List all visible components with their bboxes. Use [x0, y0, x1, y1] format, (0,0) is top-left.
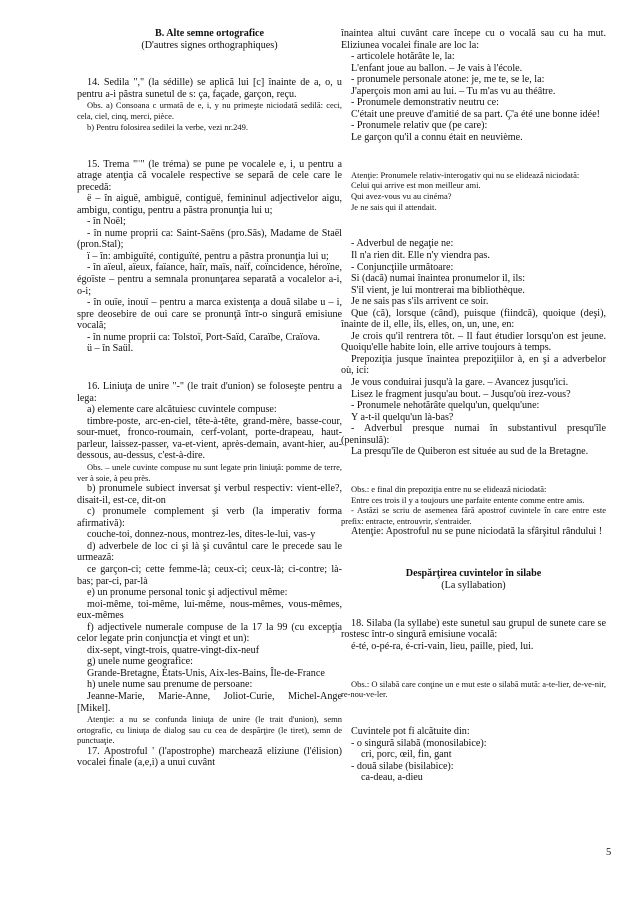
spacer	[77, 142, 342, 148]
paragraph: couche-toi, donnez-nous, montrez-les, dites-le-lui, vas-y	[87, 529, 316, 541]
paragraph: ü – în Saül.	[87, 343, 134, 355]
paragraph: - în Noël;	[87, 216, 126, 228]
paragraph: cri, porc, œil, fin, gant	[361, 749, 452, 761]
paragraph: - Pronumele relativ que (pe care):	[351, 120, 488, 132]
paragraph: - articolele hotărâte le, la:	[351, 51, 455, 63]
section-heading: Despărţirea cuvintelor în silabe	[405, 568, 542, 580]
right-column	[341, 28, 606, 784]
spacer	[341, 468, 606, 474]
paragraph: é-té, o-pé-ra, é-cri-vain, lieu, paille, pied, lui.	[351, 640, 534, 652]
spacer	[77, 365, 342, 371]
paragraph: 17. Apostroful ' (l'apostrophe) marchează eliziune (l'élision) vocalei finale (a,e,i) a unui cuvânt	[77, 745, 342, 769]
paragraph: Je ne sais pas s'ils arrivent ce soir.	[351, 296, 489, 308]
paragraph: Le garçon qu'il a connu était en neuvième.	[351, 131, 523, 143]
note: Obs.: e final din prepoziţia entre nu se elidează niciodată:	[351, 484, 547, 495]
paragraph: a) elemente care alcătuiesc cuvintele compuse:	[87, 404, 277, 416]
paragraph: ce garçon-ci; cette femme-là; ceux-ci; ceux-là; ci-contre; là-bas; par-ci, par-là	[77, 563, 342, 587]
page-number: 5	[606, 847, 612, 858]
paragraph: La presqu'île de Quiberon est située au sud de la Bretagne.	[351, 446, 589, 458]
note: Celui qui arrive est mon meilleur ami.	[351, 180, 481, 191]
note: Qui avez-vous vu au cinéma?	[351, 190, 452, 201]
left-column	[77, 28, 342, 769]
paragraph: - o singură silabă (monosilabice):	[351, 737, 487, 749]
paragraph: J'aperçois mon ami au lui. – Tu m'as vu au théâtre.	[351, 85, 556, 97]
paragraph: ca-deau, a-dieu	[361, 772, 423, 784]
paragraph: Jeanne-Marie, Marie-Anne, Joliot-Curie, Michel-Ange [Mikel].	[77, 690, 342, 714]
paragraph: Atenţie: Apostroful nu se pune niciodată la sfârşitul rândului !	[351, 526, 603, 538]
paragraph: 14. Sedila "," (la sédille) se aplică lui [c] înainte de a, o, u pentru a-i păstra sunetul de s: ça, façade, garçon, reçu.	[77, 77, 342, 100]
note: - Astăzi se scriu de asemenea fără apostrof cuvintele în care entre este prefix: entracte, entrouvrir, s'entraider.	[341, 505, 606, 526]
paragraph: 15. Trema "¨" (le tréma) se pune pe vocalele e, i, u pentru a atrage atenţia că vocalele respective se separă de cele care le precedă:	[77, 158, 342, 193]
paragraph: Que (că), lorsque (când), puisque (fiindcă), quoique (deşi), înainte de il, elle, ils, elles, on, un, une, en:	[341, 307, 606, 331]
spacer	[341, 662, 606, 668]
paragraph: d) adverbele de loc ci şi là şi cuvântul care le precede sau le urmează:	[77, 540, 342, 564]
paragraph: b) pronumele subiect inversat şi verbul respectiv: vient-elle?, disait-il, est-ce, dit-on	[77, 483, 342, 506]
paragraph: ë – în aiguë, ambiguë, contiguë, femininul adjectivelor aigu, ambigu, contigu, pentru a păstra pronunţia lui u;	[77, 193, 342, 216]
paragraph: e) un pronume personal tonic şi adjectivul même:	[87, 587, 288, 599]
spacer	[341, 710, 606, 716]
paragraph: Il n'a rien dit. Elle n'y viendra pas.	[351, 249, 490, 261]
note: Entre ces trois il y a toujours une parfaite entente comme entre amis.	[351, 494, 585, 505]
paragraph: - Pronumele nehotărâte quelqu'un, quelqu'une:	[351, 400, 540, 412]
paragraph: Je vous conduirai jusqu'à la gare. – Avancez jusqu'ici.	[351, 376, 569, 388]
paragraph: Prepoziţia jusque înaintea prepoziţiilor à, en şi a adverbelor où, ici:	[341, 353, 606, 377]
paragraph: - în nume proprii ca: Saint-Saëns (pro.Sãs), Madame de Staël (pron.Stal);	[77, 227, 342, 251]
paragraph: Y a-t-il quelqu'un là-bas?	[351, 411, 454, 423]
paragraph: - două silabe (bisilabice):	[351, 760, 454, 772]
paragraph: - în nume proprii ca: Tolstoï, Port-Saïd, Caraïbe, Craïova.	[87, 331, 321, 343]
paragraph: L'enfant joue au ballon. – Je vais à l'école.	[351, 62, 523, 74]
paragraph: timbre-poste, arc-en-ciel, tête-à-tête, grand-mère, basse-cour, sour-muet, fronco-roumain, cerf-volant, porte-drapeau, haut-parleur, laissez-passer, va-et-vient, après-demain, avant-hier, au-dessous, au-dessus, c'est-à-dire.	[77, 415, 342, 462]
paragraph: - pronumele personale atone: je, me te, se le, la:	[351, 74, 545, 86]
note: Atenţie: a nu se confunda liniuţa de unire (le trait d'union), semn ortografic, cu liniuţa de dialog sau cu cea de despărţire (le tiret), semn de punctuaţie.	[77, 714, 342, 746]
section-heading: B. Alte semne ortografice	[154, 28, 265, 39]
note: Obs. – unele cuvinte compuse nu sunt legate prin liniuţă: pomme de terre, ver à soie, à peu près.	[77, 461, 342, 483]
paragraph: - Pronumele demonstrativ neutru ce:	[351, 97, 499, 109]
paragraph: Si (dacă) numai înaintea pronumelor il, ils:	[351, 273, 526, 285]
note: Atenţie: Pronumele relativ-interogativ qui nu se elidează niciodată:	[351, 169, 580, 180]
paragraph: moi-même, toi-même, lui-même, nous-mêmes, vous-mêmes, eux-mêmes	[77, 598, 342, 622]
paragraph: ï – în: ambiguïté, contiguïté, pentru a păstra pronunţia lui u;	[87, 250, 329, 262]
spacer	[341, 154, 606, 160]
note: b) Pentru folosirea sedilei la verbe, vezi nr.249.	[87, 121, 248, 132]
note: Obs.: O silabă care conţine un e mut este o silabă mută: a-te-lier, de-ve-nir, re-nou-ve-ler.	[341, 678, 606, 700]
paragraph: S'il vient, je lui montrerai ma bibliothèque.	[351, 284, 525, 296]
paragraph: - Adverbul de negaţie ne:	[351, 238, 454, 250]
paragraph: - în aïeul, aïeux, faïance, haïr, maïs, naïf, coïncidence, héroïne, égoïste – pentru a semnala pronunţarea separată a vocalelor a-i, o-i;	[77, 262, 342, 297]
paragraph: - Adverbul presque numai în substantivul presqu'île (peninsulă):	[341, 423, 606, 446]
paragraph: 16. Liniuţa de unire "-" (le trait d'union) se foloseşte pentru a lega:	[77, 381, 342, 404]
section-subtitle: (La syllabation)	[441, 579, 506, 591]
paragraph: - Conjuncţiile următoare:	[351, 261, 454, 273]
paragraph: Cuvintele pot fi alcătuite din:	[351, 726, 470, 738]
note: Je ne sais qui il attendait.	[351, 201, 437, 212]
paragraph: C'était une preuve d'amitié de sa part. Ç'a été une bonne idée!	[351, 108, 600, 120]
paragraph: 18. Silaba (la syllabe) este sunetul sau grupul de sunete care se rostesc într-o singură emisiune vocală:	[341, 617, 606, 641]
section-subtitle: (D'autres signes orthographiques)	[141, 39, 278, 51]
paragraph: - în ouïe, inouï – pentru a marca existenţa a două silabe u – i, spre deosebire de oui care se pronunţă într-o singură emisiune vocală;	[77, 297, 342, 332]
paragraph: c) pronumele complement şi verb (la imperativ forma afirmativă):	[77, 506, 342, 529]
paragraph: g) unele nume geografice:	[87, 656, 193, 668]
paragraph: h) unele nume sau prenume de persoane:	[87, 679, 253, 691]
note: Obs. a) Consoana c urmată de e, i, y nu primeşte niciodată sedilă: ceci, cela, ciel, cinq, merci, pièce.	[77, 100, 342, 122]
spacer	[341, 222, 606, 228]
paragraph: f) adjectivele numerale compuse de la 17 la 99 (cu excepţia celor legate prin conjuncţia et vingt et un):	[77, 621, 342, 645]
paragraph: înaintea altui cuvânt care începe cu o vocală sau cu ha mut. Eliziunea vocalei finale are loc la:	[341, 28, 606, 51]
paragraph: dix-sept, vingt-trois, quatre-vingt-dix-neuf	[87, 644, 260, 656]
paragraph: Grande-Bretagne, États-Unis, Aix-les-Bains, Île-de-France	[87, 667, 325, 679]
paragraph: Lisez le fragment jusqu'au bout. – Jusqu'où irez-vous?	[351, 388, 571, 400]
spacer	[77, 61, 342, 67]
paragraph: Je crois qu'il rentrera tôt. – Il faut étudier lorsqu'on est jeune. Quoiqu'elle habite loin, elle arrive toujours à temps.	[341, 330, 606, 354]
spacer	[341, 602, 606, 608]
spacer	[341, 548, 606, 558]
